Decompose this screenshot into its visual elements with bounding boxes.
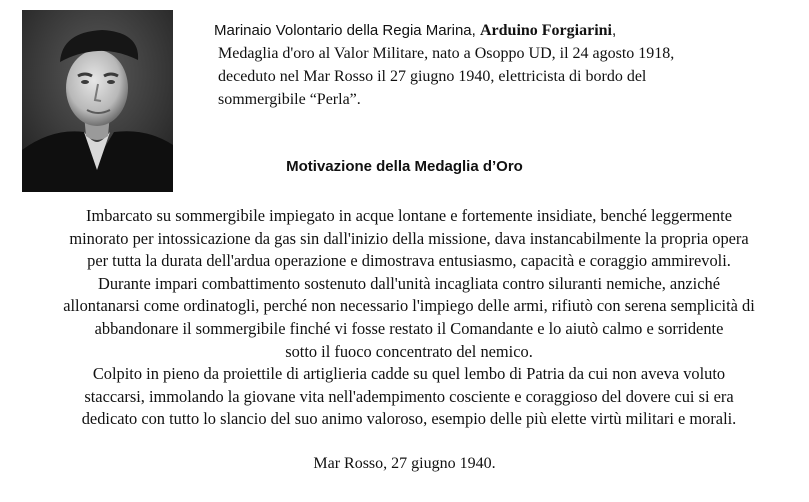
- motivation-line: Imbarcato su sommergibile impiegato in acque lontane e fortemente insidiate, benché leggermente: [86, 206, 732, 225]
- motivation-line: minorato per intossicazione da gas sin dall'inizio della missione, dava instancabilmente la propria opera: [69, 228, 749, 248]
- place-date: Mar Rosso, 27 giugno 1940.: [313, 455, 496, 472]
- intro-line: deceduto nel Mar Rosso il 27 giugno 1940, elettricista di bordo del: [218, 68, 647, 85]
- intro-line: sommergibile “Perla”.: [218, 91, 361, 108]
- intro-line: Medaglia d'oro al Valor Militare, nato a Osoppo UD, il 24 agosto 1918,: [218, 45, 675, 62]
- motivation-title: Motivazione della Medaglia d’Oro: [286, 158, 523, 175]
- motivation-line: sotto il fuoco concentrato del nemico.: [285, 341, 533, 361]
- motivation-line: dedicato con tutto lo slancio del suo animo valoroso, esempio delle più elette virtù militari e morali.: [81, 409, 737, 429]
- motivation-line: Durante impari combattimento sostenuto dall'unità incagliata contro siluranti nemiche, anziché: [98, 273, 720, 293]
- motivation-text: [14, 205, 804, 431]
- intro-line-1: Marinaio Volontario della Regia Marina, Arduino Forgiarini,: [214, 22, 617, 39]
- motivation-line: Colpito in pieno da proiettile di artiglieria cadde su quel lembo di Patria da cui non aveva voluto: [92, 364, 726, 384]
- motivation-line: staccarsi, immolando la giovane vita nell'adempimento cosciente e coraggioso del dovere cui si era: [84, 386, 734, 406]
- person-name: Arduino Forgiarini: [479, 22, 612, 39]
- motivation-line: per tutta la durata dell'ardua operazione e dimostrava entusiasmo, capacità e coraggio ammirevoli.: [87, 251, 731, 271]
- motivation-line: allontanarsi come ordinatogli, perché non necessario l'impiego delle armi, rifiutò con serena semplicità di: [63, 296, 755, 316]
- motivation-line: abbandonare il sommergibile finché vi fosse restato il Comandante e lo aiutò calmo e sorridente: [94, 318, 724, 338]
- intro-paragraph: [214, 19, 804, 111]
